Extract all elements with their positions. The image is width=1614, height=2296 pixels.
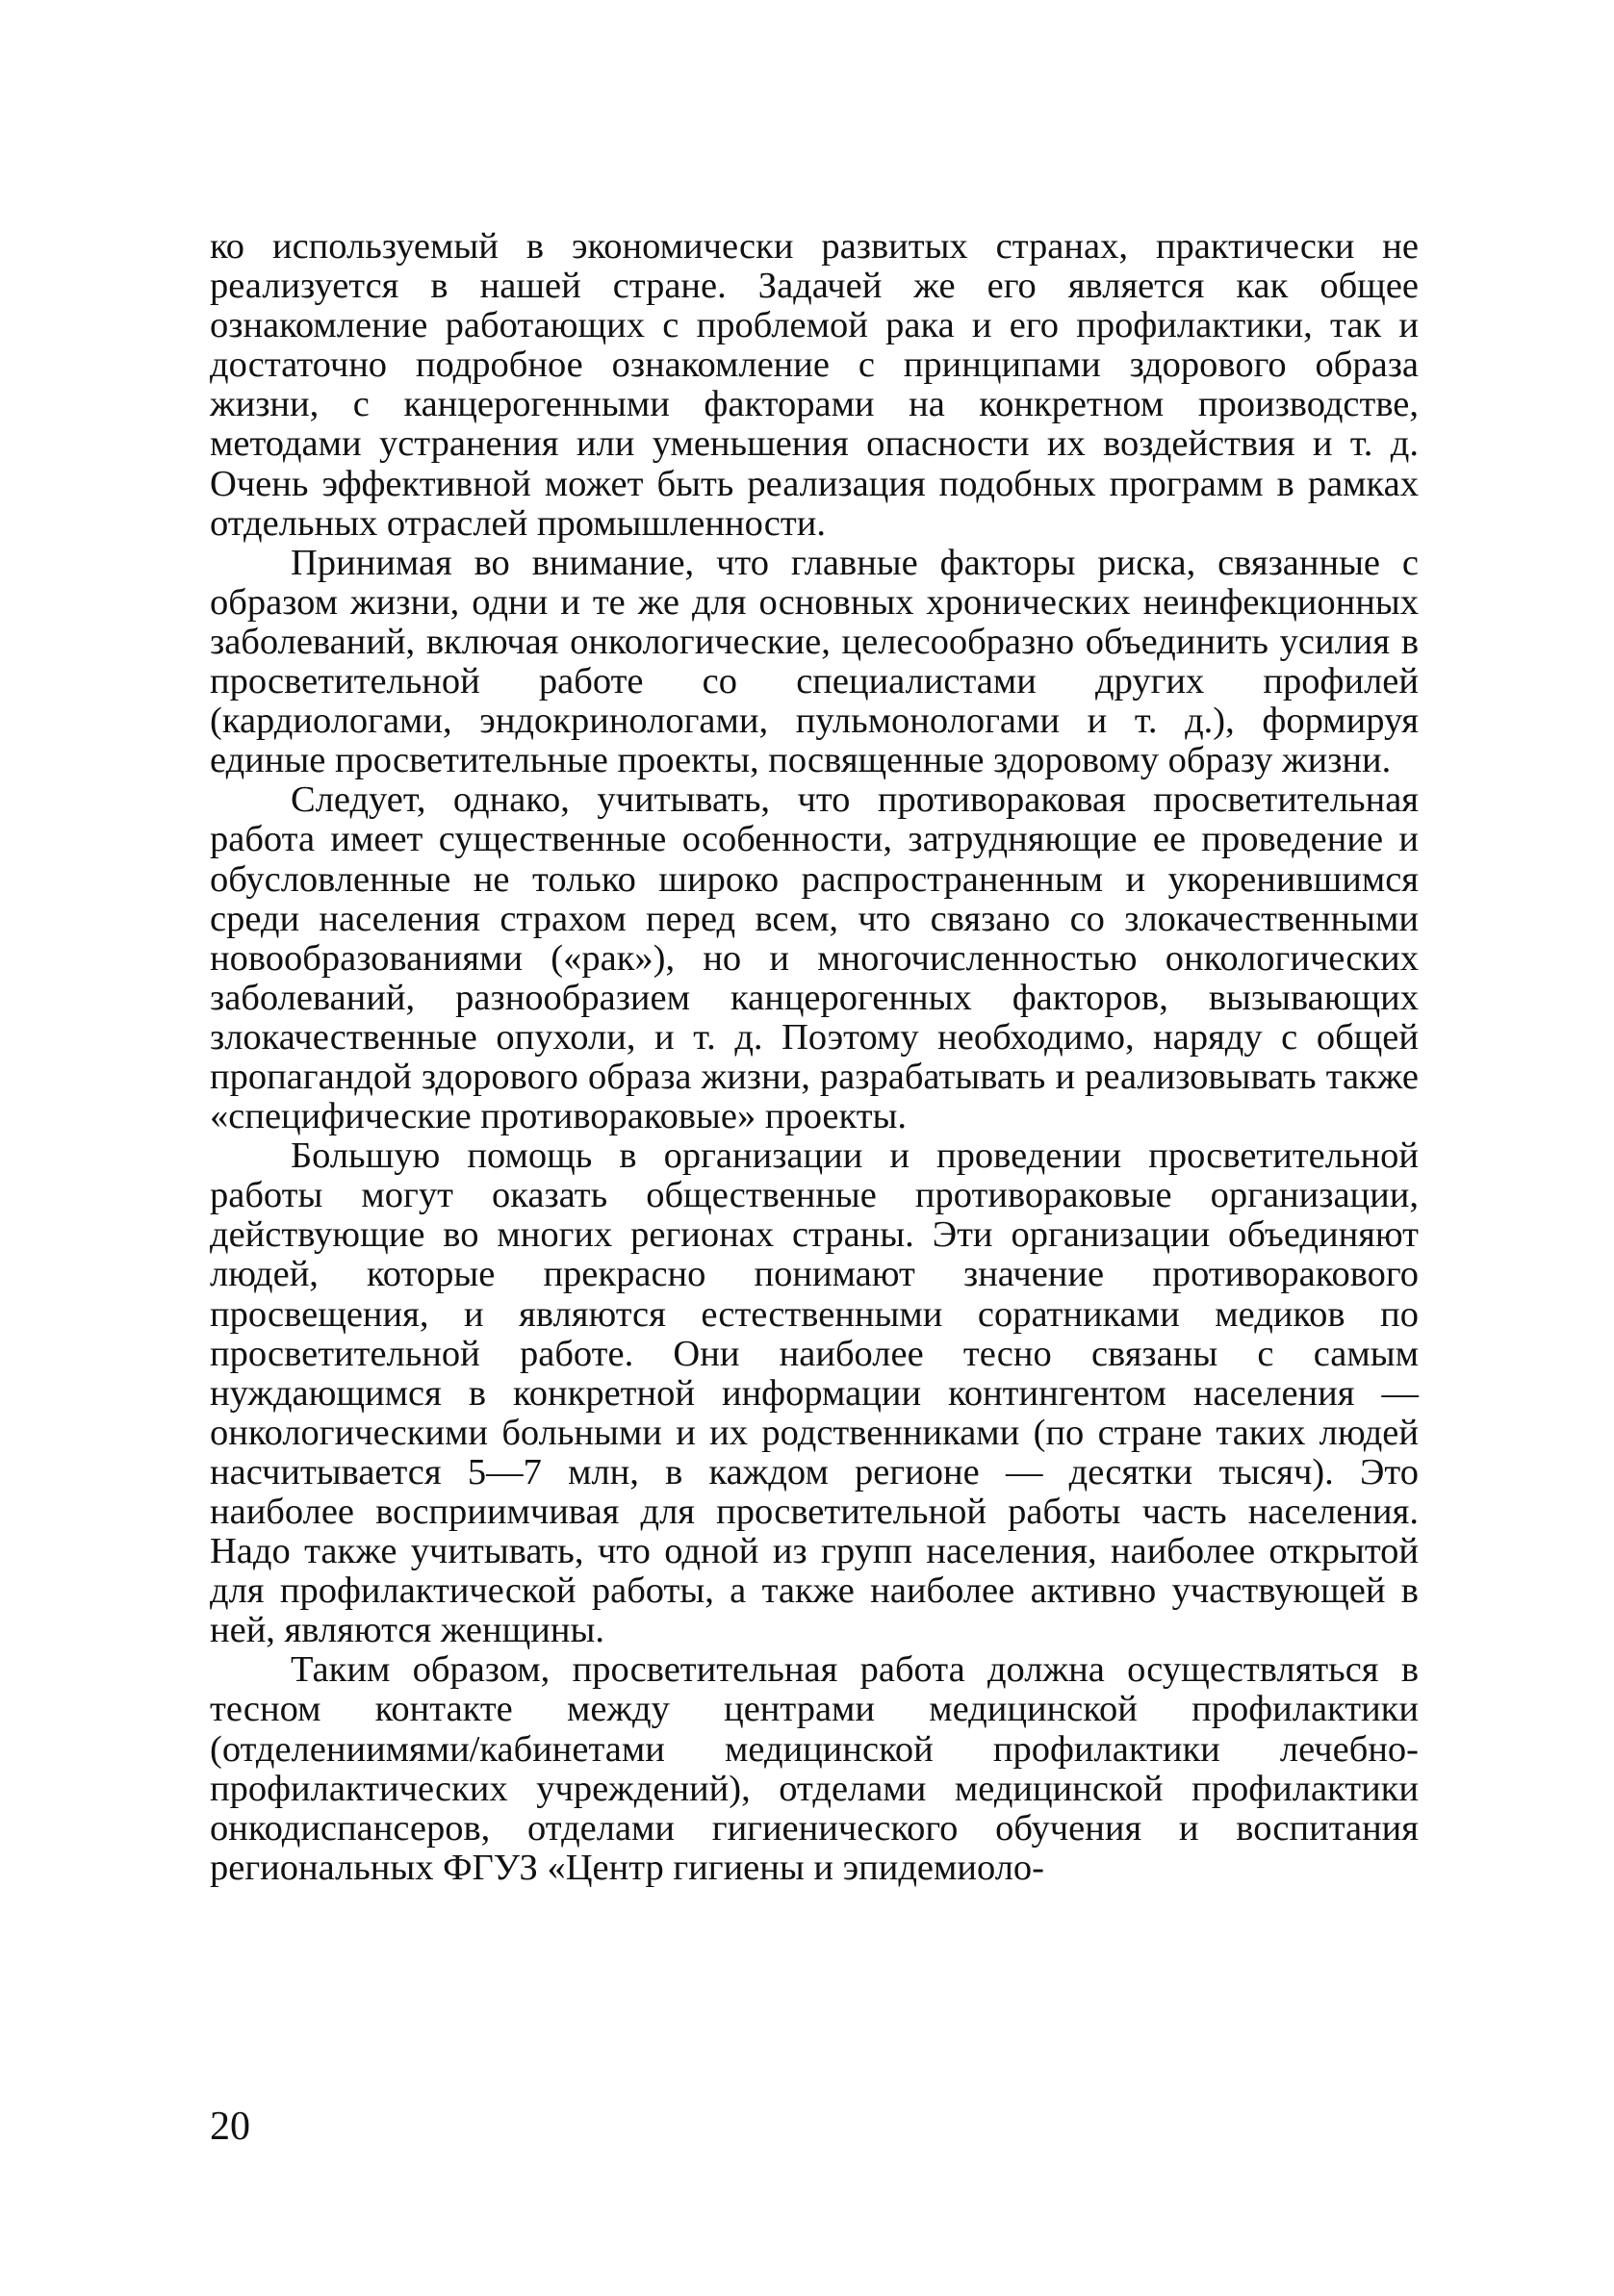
page-number: 20: [210, 2105, 250, 2149]
paragraph-public-organizations: Большую помощь в организации и проведении просветительной работы могут оказать общественные противораковые организации, действующие во многих регионах страны. Эти организации объединяют людей, которые прекрасно понимают значение противоракового просвещения, и являются естественными соратниками медиков по просветительной работе. Они наиболее тесно связаны с самым нуждающимся в конкретной информации контингентом населения — онкологическими больными и их родственниками (по стране таких людей насчитывается 5—7 млн, в каждом регионе — десятки тысяч). Это наиболее восприимчивая для просветительной работы часть населения. Надо также учитывать, что одной из групп населения, наиболее открытой для профилактической работы, а также наиболее активно участвующей в ней, являются женщины.: [210, 1135, 1419, 1651]
paragraph-continuation: ко используемый в экономически развитых странах, практически не реализуется в нашей стране. Задачей же его является как общее ознакомление работающих с проблемой рака и его профилактики, так и достаточно подробное ознакомление с принципами здорового образа жизни, с канцерогенными факторами на конкретном производстве, методами устранения или уменьшения опасности их воздействия и т. д. Очень эффективной может быть реализация подобных программ в рамках отдельных отраслей промышленности.: [210, 226, 1419, 544]
paragraph-anticancer-features: Следует, однако, учитывать, что противораковая просветительная работа имеет существенные особенности, затрудняющие ее проведение и обусловленные не только широко распространенным и укоренившимся среди населения страхом перед всем, что связано со злокачественными новообразованиями («рак»), но и многочисленностью онкологических заболеваний, разнообразием канцерогенных факторов, вызывающих злокачественные опухоли, и т. д. Поэтому необходимо, наряду с общей пропагандой здорового образа жизни, разрабатывать и реализовывать также «специфические противораковые» проекты.: [210, 779, 1419, 1137]
paragraph-conclusion: Таким образом, просветительная работа должна осуществляться в тесном контакте между центрами медицинской профилактики (отделениимями/кабинетами медицинской профилактики лечебно-профилактических учреждений), отделами медицинской профилактики онкодиспансеров, отделами гигиенического обучения и воспитания региональных ФГУЗ «Центр гигиены и эпидемиоло-: [210, 1649, 1419, 1888]
paragraph-risk-factors: Принимая во внимание, что главные факторы риска, связанные с образом жизни, одни и те же для основных хронических неинфекционных заболеваний, включая онкологические, целесообразно объединить усилия в просветительной работе со специалистами других профилей (кардиологами, эндокринологами, пульмонологами и т. д.), формируя единые просветительные проекты, посвященные здоровому образу жизни.: [210, 542, 1419, 781]
page-body: [210, 227, 1419, 1888]
